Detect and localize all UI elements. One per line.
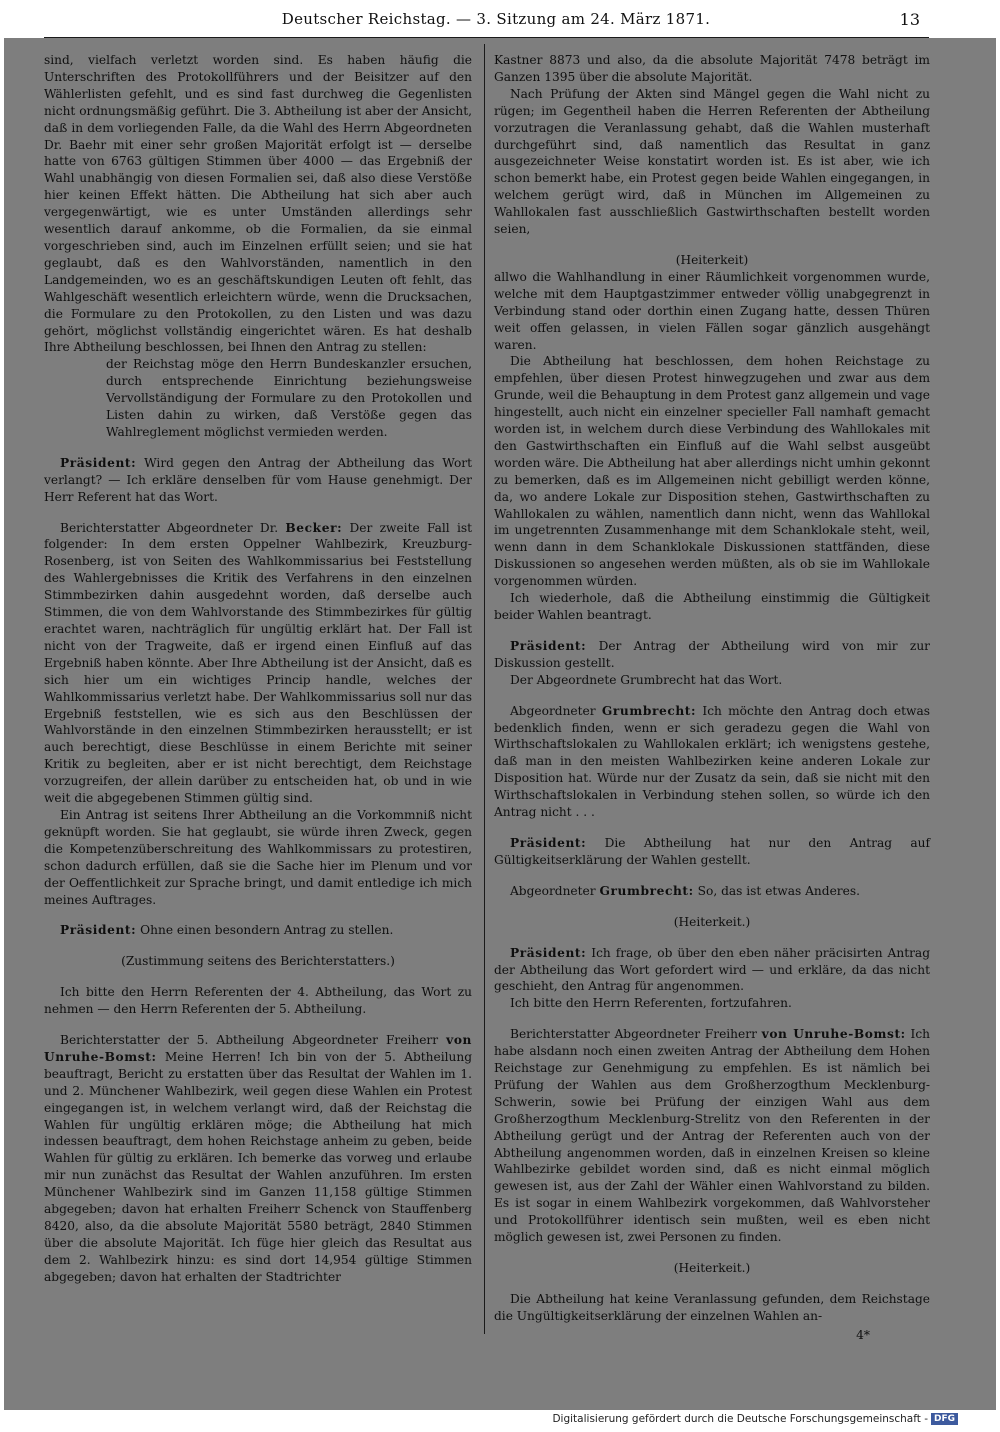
paragraph: Ein Antrag ist seitens Ihrer Abtheilung an die Vorkommniß nicht geknüpft worden. Sie hat geglaubt, sie würde ihren Zweck, gegen die Kompetenzüberschreitung des Wahlkommissars zu protestiren, schon dadurch erfüllen, daß sie die Sache hier im Plenum und vor der Oeffentlichkeit zur Sprache bringt, und damit entledige ich mich meines Auftrages. <box>44 807 472 907</box>
paragraph: Ich bitte den Herrn Referenten, fortzufahren. <box>510 996 792 1011</box>
speech-paragraph <box>494 703 930 821</box>
speech-paragraph <box>44 455 472 506</box>
running-header <box>0 10 992 38</box>
speech-text: Ich möchte den Antrag doch etwas bedenklich finden, wenn er sich geradezu gegen die Wahl von Wirthschaftslokalen zu Wahllokalen erklärt; ich wenigstens gestehe, daß man in den meisten Wahlbezirken keine anderen Lokale zur Disposition hat. Würde nur der Zusatz da sein, daß sie nicht mit den Wirthschaftslokalen in Verbindung stehen sollen, so würde ich den Antrag nicht . . . <box>494 703 930 820</box>
speaker-role: Berichterstatter der 5. Abtheilung Abgeordneter Freiherr <box>60 1033 439 1048</box>
running-title: Deutscher Reichstag. — 3. Sitzung am 24. März 1871. <box>281 10 711 28</box>
speaker-name: Präsident: <box>510 638 587 653</box>
left-column <box>44 52 472 1286</box>
speaker-name: von Unruhe-Bomst: <box>761 1027 906 1042</box>
speaker-role: Berichterstatter Abgeordneter Dr. <box>60 520 279 535</box>
paragraph-continuation: allwo die Wahlhandlung in einer Räumlichkeit vorgenommen wurde, welche mit dem Hauptgastzimmer entweder völlig unabgegrenzt in Verbindung stand oder dorthin einen Zugang hatte, dessen Thüren weit offen gelassen, in vielen Fällen sogar gänzlich ausgehängt waren. <box>494 269 930 352</box>
speech-text: So, das ist etwas Anderes. <box>697 883 860 898</box>
paragraph: Ich wiederhole, daß die Abtheilung einstimmig die Gültigkeit beider Wahlen beantragt. <box>494 591 930 622</box>
stage-direction: (Heiterkeit.) <box>673 1261 751 1275</box>
speech-text: Ich frage, ob über den eben näher präcisirten Antrag der Abtheilung das Wort gefordert wird — und erkläre, da das nicht geschieht, den Antrag für angenommen. <box>494 945 930 994</box>
paragraph-continuation: Kastner 8873 und also, da die absolute Majorität 7478 beträgt im Ganzen 1395 über die absolute Majorität. <box>494 53 930 84</box>
speech-paragraph <box>44 1032 472 1286</box>
speaker-name: Präsident: <box>60 923 137 938</box>
page-number: 13 <box>899 10 920 29</box>
header-rule <box>44 37 929 38</box>
footer-text: Digitalisierung gefördert durch die Deutsche Forschungsgemeinschaft - <box>552 1413 928 1425</box>
speaker-role: Abgeordneter <box>510 883 596 898</box>
paragraph: Ich bitte den Herrn Referenten der 4. Abtheilung, das Wort zu nehmen — den Herrn Referenten der 5. Abtheilung. <box>44 985 472 1017</box>
paragraph: Der Abgeordnete Grumbrecht hat das Wort. <box>510 672 783 687</box>
motion-text: der Reichstag möge den Herrn Bundeskanzler ersuchen, durch entsprechende Einrichtung beziehungsweise Vervollständigung der Formulare zu den Protokollen und Listen dahin zu wirken, daß Verstöße gegen das Wahlreglement möglichst vermieden werden. <box>106 357 472 439</box>
speaker-name: Grumbrecht: <box>601 703 697 718</box>
column-divider <box>484 44 485 1334</box>
paragraph: Die Abtheilung hat beschlossen, dem hohen Reichstage zu empfehlen, über diesen Protest hinwegzugehen und zwar aus dem Grunde, weil die Behauptung in dem Protest ganz allgemein und vage hingestellt, auch nicht ein einzelner specieller Fall namhaft gemacht worden ist, in welchem durch diese Verbindung des Wahllokales mit den Gastwirthschaften ein Einfluß auf die Wahl selbst ausgeübt worden wäre. Die Abtheilung hat aber allerdings nicht umhin gekonnt zu bemerken, daß es im Allgemeinen nicht gebilligt werden könne, da, wo andere Lokale zur Disposition stehen, Gastwirthschaften zu Wahllokalen zu wählen, namentlich dann nicht, wenn das Wahllokal im ungetrennten Zusammenhange mit dem Schanklokale steht, weil, wenn dann in dem Schanklokale Diskussionen stattfänden, diese Diskussionen so angesehen werden müßten, als ob sie im Wahllokale vorgenommen würden. <box>494 354 930 589</box>
speech-paragraph <box>494 1026 930 1246</box>
speaker-name: von Unruhe-Bomst: <box>44 1033 473 1064</box>
speaker-name: Grumbrecht: <box>599 883 694 898</box>
speaker-name: Präsident: <box>510 835 587 850</box>
speaker-role: Abgeordneter <box>510 703 596 718</box>
speech-paragraph <box>494 638 930 672</box>
speech-text: Die Abtheilung hat nur den Antrag auf Gültigkeitserklärung der Wahlen gestellt. <box>494 835 930 867</box>
paragraph-continuation: sind, vielfach verletzt worden sind. Es haben häufig die Unterschriften des Protokollführers und der Beisitzer auf den Wählerlisten gefehlt, und es sind fast durchweg die Gegenlisten nicht ordnungsmäßig geführt. Die 3. Abtheilung ist aber der Ansicht, daß in dem vorliegenden Falle, da die Wahl des Herrn Abgeordneten Dr. Baehr mit einer sehr großen Majorität erfolgt ist — derselbe hatte von 6763 gültigen Stimmen über 4000 — das Ergebniß der Wahl unabhängig von diesen Formalien sei, daß also diese Verstöße hier keinen Effekt hätten. Die Abtheilung hat sich aber auch vergegenwärtigt, wie es unter Umständen allerdings sehr wesentlich darauf ankomme, ob die Formalien, da sie einmal vorgeschrieben sind, auch im Einzelnen erfüllt seien; und sie hat geglaubt, daß es den Wahlvorständen, namentlich in den Landgemeinden, wo es an geschäftskundigen Leuten oft fehlt, das Wahlgeschäft wesentlich erleichtern würde, wenn die Drucksachen, die Formulare zu den Protokollen, zu den Listen und was dazu gehört, möglichst vollständig eingerichtet wären. Es hat deshalb Ihre Abtheilung beschlossen, bei Ihnen den Antrag zu stellen: <box>44 53 472 355</box>
footer <box>552 1413 958 1425</box>
speech-paragraph <box>44 520 472 807</box>
speech-text: Wird gegen den Antrag der Abtheilung das Wort verlangt? — Ich erkläre denselben für vom Hause genehmigt. Der Herr Referent hat das Wort. <box>44 455 473 504</box>
paragraph: Nach Prüfung der Akten sind Mängel gegen die Wahl nicht zu rügen; im Gegentheil haben die Herren Referenten der Abtheilung vorzutragen die Veranlassung gehabt, daß die Wahlen musterhaft durchgeführt sind, daß namentlich das Resultat in ganz ausgezeichneter Weise konstatirt worden ist. Es ist aber, wie ich schon bemerkt habe, ein Protest gegen beide Wahlen eingegangen, in welchem gerügt wird, daß in München im Allgemeinen zu Wahllokalen fast ausschließlich Gastwirthschaften bestellt worden seien, <box>494 86 930 237</box>
speech-text: Der zweite Fall ist folgender: In dem ersten Oppelner Wahlbezirk, Kreuzburg-Rosenberg, ist von Seiten des Wahlkommissarius bei Feststellung des Wahlergebnisses die Kritik des Verfahrens in den einzelnen Stimmbezirken dahin ausgedehnt worden, daß derselbe auch Stimmen, die von dem Wahlvorstande des Stimmbezirkes für gültig erachtet waren, nachträglich für ungültig erklärt hat. Der Fall ist nicht von der Tragweite, daß er irgend einen Einfluß auf das Ergebniß haben könnte. Aber Ihre Abtheilung ist der Ansicht, daß es sich hier um ein wichtiges Princip handle, welches der Wahlkommissarius verletzt habe. Der Wahlkommissarius soll nur das Ergebniß feststellen, wie es sich aus den Beschlüssen der Wahlvorstände in den einzelnen Stimmbezirken herausstellt; er ist auch berechtigt, diese Beschlüsse in einem Berichte mit seiner Kritik zu begleiten, aber er ist nicht berechtigt, dem Reichstage vorzugreifen, der allein darüber zu entscheiden hat, ob und in wie weit die abgegebenen Stimmen gültig sind. <box>44 520 473 806</box>
speech-text: Ohne einen besondern Antrag zu stellen. <box>140 923 394 938</box>
paragraph: Die Abtheilung hat keine Veranlassung gefunden, dem Reichstage die Ungültigkeitserklärung der einzelnen Wahlen an- <box>494 1291 930 1323</box>
right-column <box>494 52 930 1344</box>
speech-paragraph <box>44 922 472 939</box>
speech-paragraph <box>494 835 930 869</box>
speaker-name: Präsident: <box>510 945 587 960</box>
speech-text: Meine Herren! Ich bin von der 5. Abtheilung beauftragt, Bericht zu erstatten über das Resultat der Wahlen im 1. und 2. Münchener Wahlbezirk, weil gegen diese Wahlen ein Protest eingegangen ist, in welchem verlangt wird, daß der Reichstag die Wahlen für ungültig erklären möge; die Abtheilung hat mich indessen beauftragt, dem hohen Reichstage anheim zu geben, beide Wahlen für gültig zu erklären. Ich bemerke das vorweg und erlaube mir nun zunächst das Resultat der Wahlen anzuführen. Im ersten Münchener Wahlbezirk sind im Ganzen 11,158 gültige Stimmen abgegeben; davon hat erhalten Freiherr Schenck von Stauffenberg 8420, also, da die absolute Majorität 5580 beträgt, 2840 Stimmen über die absolute Majorität. Ich füge hier gleich das Resultat aus dem 2. Wahlbezirk hinzu: es sind dort 14,954 gültige Stimmen abgegeben; davon hat erhalten der Stadtrichter <box>44 1049 473 1284</box>
signature-mark: 4* <box>856 1327 870 1342</box>
speech-text: Ich habe alsdann noch einen zweiten Antrag der Abtheilung dem Hohen Reichstage zur Genehmigung zu empfehlen. Es ist nämlich bei Prüfung der Wahlen aus dem Großherzogthum Mecklenburg-Schwerin, sowie bei Prüfung der einzigen Wahl aus dem Großherzogthum Mecklenburg-Strelitz von den Referenten in der Abtheilung gerügt und der Antrag der Referenten auch von der Abtheilung angenommen worden, daß in einzelnen Kreisen so kleine Wahlbezirke gebildet worden sind, daß es nicht einmal möglich gewesen ist, aus der Zahl der Wähler einen Wahlvorstand zu bilden. Es ist sogar in einem Wahlbezirk vorgekommen, daß Wahlvorsteher und Protokollführer identisch sein mußten, weil es eben nicht möglich gewesen ist, zwei Personen zu finden. <box>494 1027 931 1245</box>
stage-direction: (Heiterkeit.) <box>673 914 751 929</box>
speech-paragraph <box>494 945 930 996</box>
speech-text: Der Antrag der Abtheilung wird von mir zur Diskussion gestellt. <box>494 638 931 670</box>
dfg-logo: DFG <box>931 1413 958 1425</box>
speech-paragraph <box>494 883 930 900</box>
speaker-name: Becker: <box>285 520 343 535</box>
speaker-name: Präsident: <box>60 455 137 470</box>
stage-direction: (Zustimmung seitens des Berichterstatters.) <box>121 954 395 969</box>
stage-direction: (Heiterkeit) <box>675 252 749 267</box>
speaker-role: Berichterstatter Abgeordneter Freiherr <box>510 1027 757 1042</box>
